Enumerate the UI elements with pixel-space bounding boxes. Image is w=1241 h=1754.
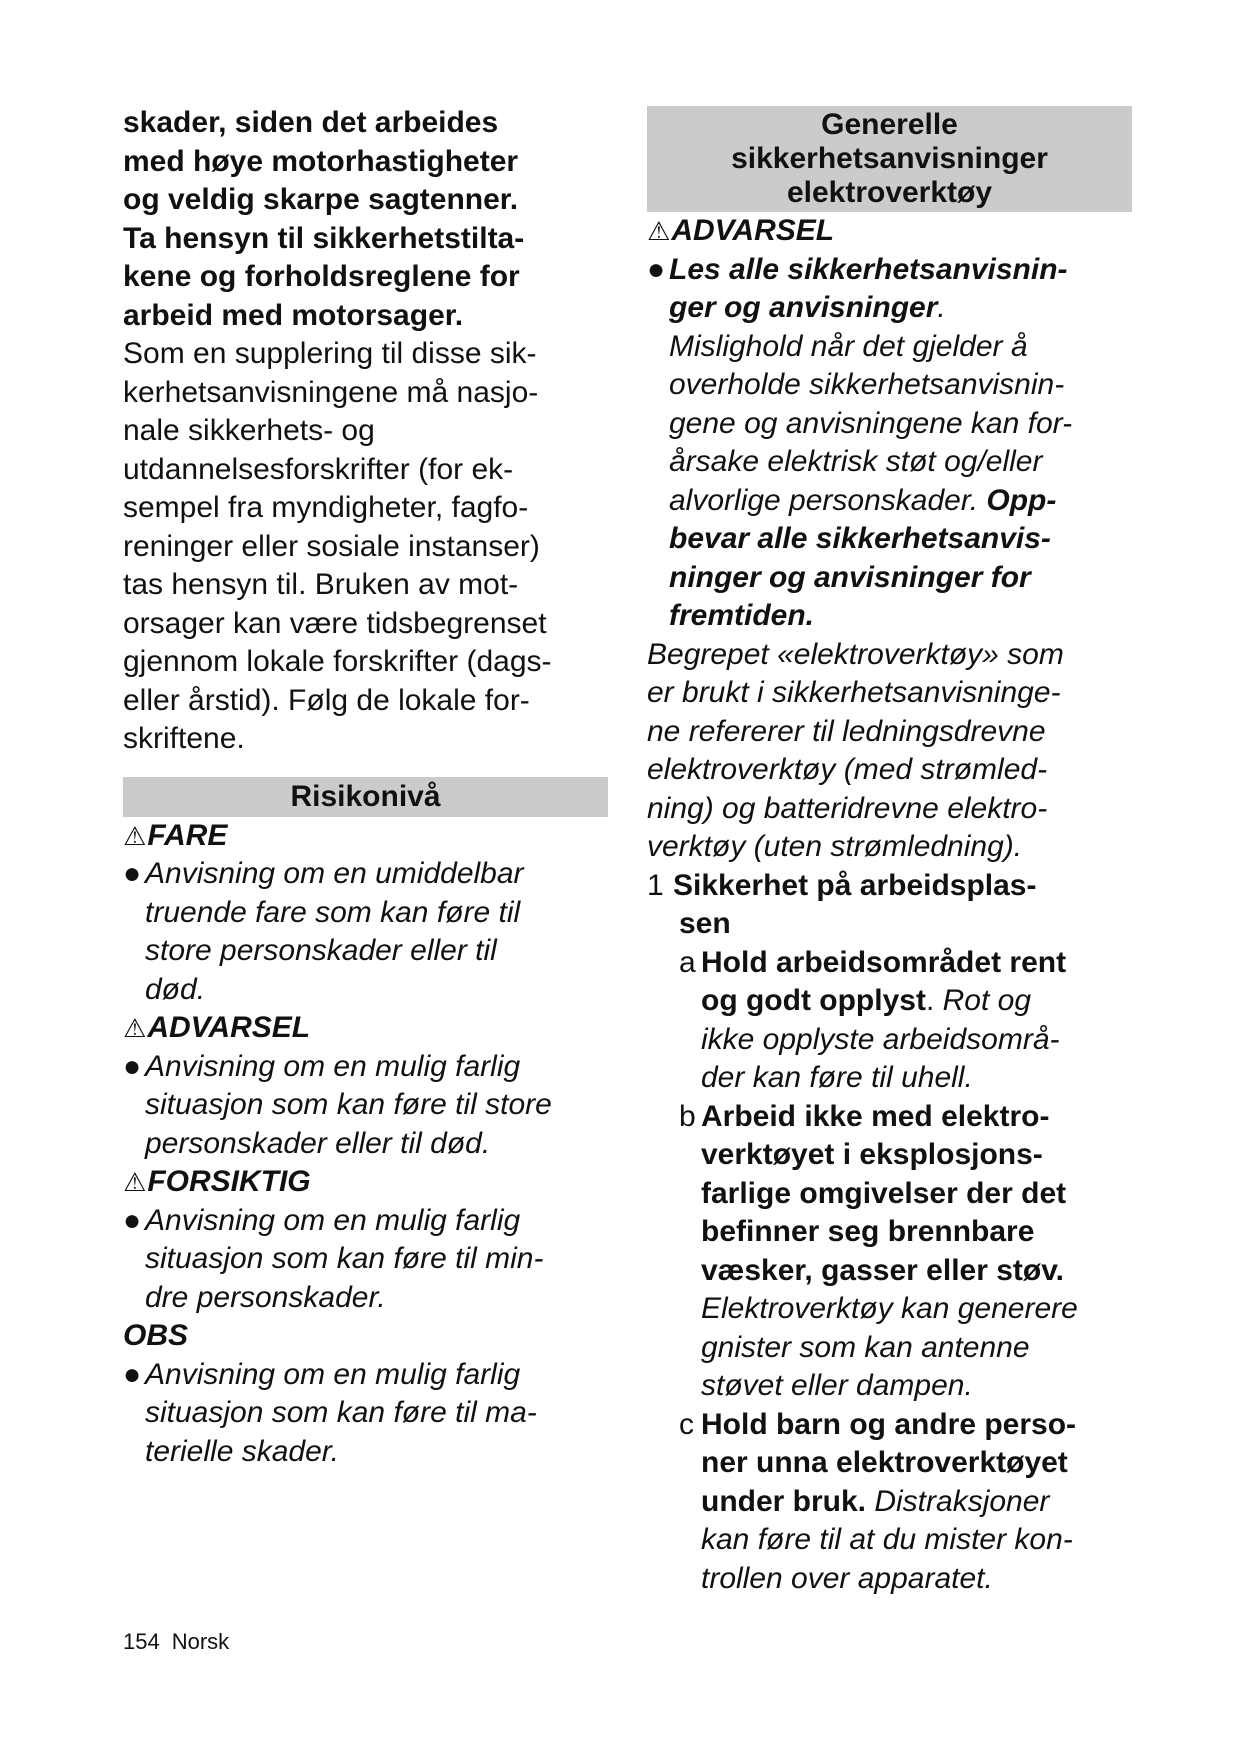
text-line: Sikkerhet på arbeidsplas- bbox=[673, 868, 1037, 902]
text-line: og godt opplyst bbox=[701, 984, 926, 1017]
text-line: elektroverktøy (med strømled- bbox=[647, 753, 1048, 786]
text-line: verktøy (uten strømledning). bbox=[647, 830, 1023, 863]
bullet-icon: ● bbox=[123, 857, 142, 890]
text-line: gnister som kan antenne bbox=[701, 1330, 1030, 1364]
text-line: og veldig skarpe sagtenner. bbox=[123, 183, 519, 216]
text-line: fremtiden. bbox=[669, 599, 815, 632]
text-line: alvorlige personskader. bbox=[669, 483, 987, 517]
text-line: ning) og batteridrevne elektro- bbox=[647, 791, 1048, 825]
text-line: Les alle sikkerhetsanvisnin- bbox=[669, 252, 1068, 286]
section-1-item-c bbox=[647, 1406, 1132, 1599]
bullet-icon: ● bbox=[123, 1049, 142, 1083]
right-column bbox=[647, 104, 1132, 1598]
text-line: gene og anvisningene kan for- bbox=[669, 406, 1073, 440]
text-line: ger og anvisninger bbox=[669, 291, 938, 324]
text-line: dre personskader. bbox=[145, 1280, 386, 1314]
text-line: Anvisning om en mulig farlig bbox=[145, 1357, 521, 1391]
text-line: Elektroverktøy kan generere bbox=[701, 1292, 1078, 1325]
text-line: eller årstid). Følg de lokale for- bbox=[123, 683, 530, 717]
text-line: Arbeid ikke med elektro- bbox=[701, 1099, 1050, 1133]
text-line: ninger og anvisninger for bbox=[669, 560, 1031, 594]
text-line: Begrepet «elektroverktøy» som bbox=[647, 637, 1064, 671]
heading-line: elektroverktøy bbox=[786, 176, 993, 209]
bullet-item bbox=[123, 1202, 608, 1318]
text-line: terielle skader. bbox=[145, 1434, 339, 1468]
text-line: arbeid med motorsager. bbox=[123, 298, 464, 332]
text-line: kerhetsanvisningene må nasjo- bbox=[123, 375, 539, 409]
section-number: 1 bbox=[647, 868, 664, 902]
text-line: situasjon som kan føre til min- bbox=[145, 1242, 544, 1275]
text-line: gjennom lokale forskrifter (dags- bbox=[123, 645, 552, 678]
item-letter: c bbox=[679, 1407, 694, 1441]
signal-word-label: OBS bbox=[123, 1319, 189, 1352]
text-line: kene og forholdsreglene for bbox=[123, 260, 520, 293]
page-footer bbox=[123, 1629, 241, 1655]
text-line: årsake elektrisk støt og/eller bbox=[669, 445, 1043, 478]
item-letter: a bbox=[679, 945, 696, 979]
text-line: nale sikkerhets- og bbox=[123, 414, 375, 447]
text-line: støvet eller dampen. bbox=[701, 1369, 973, 1402]
text-line: befinner seg brennbare bbox=[701, 1215, 1035, 1248]
text-punct: . bbox=[925, 984, 943, 1017]
text-line: der kan føre til uhell. bbox=[701, 1061, 973, 1094]
text-line: ner unna elektroverktøyet bbox=[701, 1446, 1068, 1479]
warning-triangle-icon: ⚠ bbox=[647, 216, 671, 246]
text-line: Mislighold når det gjelder å bbox=[669, 329, 1028, 363]
warning-triangle-icon: ⚠ bbox=[123, 1013, 147, 1043]
risk-level-heading: Risikonivå bbox=[123, 777, 608, 817]
text-line: reninger eller sosiale instanser) bbox=[123, 529, 540, 563]
text-line: Opp- bbox=[986, 483, 1057, 517]
warning-triangle-icon: ⚠ bbox=[123, 820, 147, 851]
text-line: Distraksjoner bbox=[866, 1484, 1050, 1518]
text-line: store personskader eller til bbox=[145, 934, 497, 967]
text-line: under bruk. bbox=[701, 1484, 867, 1518]
footer-language: Norsk bbox=[171, 1629, 230, 1654]
section-1-item-a bbox=[647, 944, 1132, 1098]
section-1-item-b bbox=[647, 1098, 1132, 1406]
text-line: kan føre til at du mister kon- bbox=[701, 1523, 1073, 1556]
page-number: 154 bbox=[123, 1629, 160, 1654]
bullet-item bbox=[123, 1048, 608, 1164]
text-line: situasjon som kan føre til store bbox=[145, 1088, 552, 1121]
bullet-item bbox=[123, 1356, 608, 1472]
signal-word-label: FARE bbox=[147, 818, 228, 852]
text-line: skader, siden det arbeides bbox=[123, 106, 499, 139]
bullet-item bbox=[123, 855, 608, 1009]
text-line: overholde sikkerhetsanvisnin- bbox=[669, 368, 1065, 401]
text-line: situasjon som kan føre til ma- bbox=[145, 1396, 537, 1429]
text-line: Ta hensyn til sikkerhetstilta- bbox=[123, 221, 525, 255]
text-line: sen bbox=[679, 907, 731, 940]
signal-word-fare bbox=[123, 817, 608, 856]
text-line: Anvisning om en umiddelbar bbox=[145, 857, 524, 890]
text-line: tas hensyn til. Bruken av mot- bbox=[123, 568, 519, 601]
left-column bbox=[123, 104, 608, 1471]
signal-word-forsiktig bbox=[123, 1163, 608, 1202]
text-line: Hold barn og andre perso- bbox=[701, 1407, 1077, 1441]
text-line: bevar alle sikkerhetsanvis- bbox=[669, 522, 1051, 555]
bullet-icon: ● bbox=[123, 1203, 142, 1237]
section-1-title bbox=[647, 867, 1132, 944]
intro-paragraph bbox=[123, 335, 608, 759]
bullet-icon: ● bbox=[123, 1357, 142, 1391]
text-line: Som en supplering til disse sik- bbox=[123, 337, 537, 370]
bullet-item bbox=[647, 251, 1132, 636]
text-line: med høye motorhastigheter bbox=[123, 144, 519, 178]
intro-bold-paragraph bbox=[123, 104, 608, 335]
text-line: ikke opplyste arbeidsområ- bbox=[701, 1022, 1060, 1056]
text-line: Hold arbeidsområdet rent bbox=[701, 945, 1067, 979]
signal-word-label: ADVARSEL bbox=[671, 214, 835, 247]
text-line: skriftene. bbox=[123, 722, 245, 755]
text-line: utdannelsesforskrifter (for ek- bbox=[123, 452, 514, 486]
text-line: Anvisning om en mulig farlig bbox=[145, 1203, 521, 1237]
signal-word-label: ADVARSEL bbox=[147, 1011, 311, 1044]
text-line: død. bbox=[145, 972, 206, 1006]
text-line: farlige omgivelser der det bbox=[701, 1176, 1067, 1210]
signal-word-obs bbox=[123, 1317, 608, 1356]
text-line: personskader eller til død. bbox=[145, 1126, 491, 1160]
text-punct: . bbox=[937, 291, 946, 324]
text-line: truende fare som kan føre til bbox=[145, 895, 521, 929]
text-line: ne refererer til ledningsdrevne bbox=[647, 714, 1046, 748]
text-line: sempel fra myndigheter, fagfo- bbox=[123, 491, 529, 524]
text-line: Anvisning om en mulig farlig bbox=[145, 1049, 521, 1083]
heading-line: sikkerhetsanvisninger bbox=[731, 142, 1048, 175]
signal-word-label: FORSIKTIG bbox=[147, 1165, 311, 1198]
term-definition-paragraph bbox=[647, 636, 1132, 867]
warning-triangle-icon: ⚠ bbox=[123, 1167, 147, 1197]
text-line: trollen over apparatet. bbox=[701, 1561, 993, 1595]
item-letter: b bbox=[679, 1099, 696, 1133]
text-line: væsker, gasser eller støv. bbox=[701, 1253, 1065, 1287]
bullet-icon: ● bbox=[647, 252, 666, 286]
signal-word-advarsel bbox=[123, 1009, 608, 1048]
text-line: er brukt i sikkerhetsanvisninge- bbox=[647, 676, 1061, 709]
text-line: orsager kan være tidsbegrenset bbox=[123, 606, 547, 640]
text-line: Rot og bbox=[942, 984, 1032, 1017]
signal-word-advarsel bbox=[647, 212, 1132, 251]
general-safety-heading bbox=[647, 106, 1132, 212]
heading-line: Generelle bbox=[821, 108, 958, 141]
text-line: verktøyet i eksplosjons- bbox=[701, 1138, 1043, 1171]
